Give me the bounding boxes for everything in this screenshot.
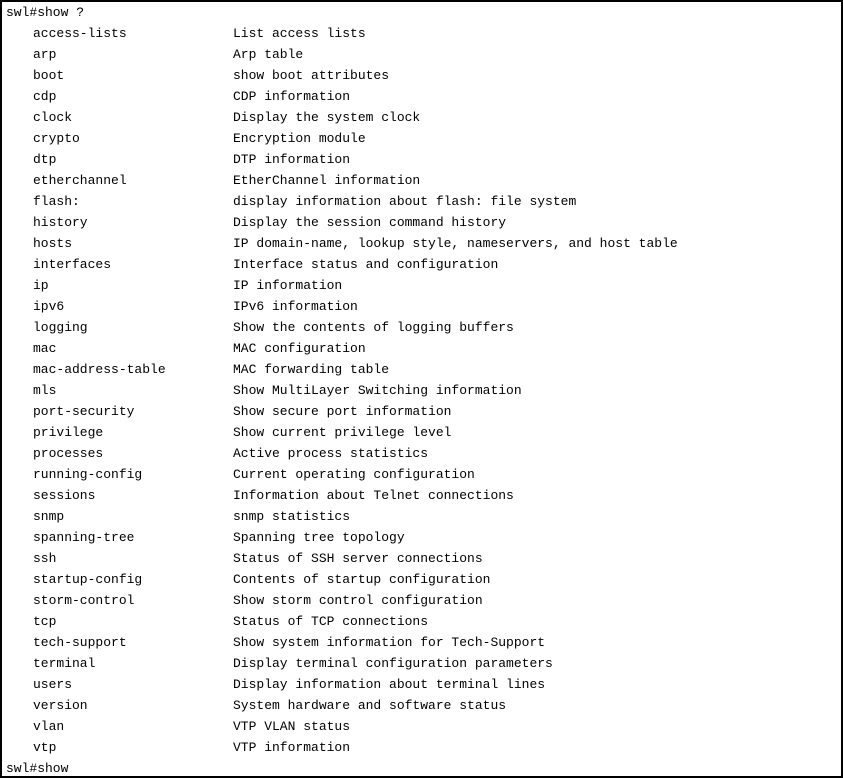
command-description: Status of SSH server connections [233,551,483,566]
command-description: System hardware and software status [233,698,507,713]
command-entry [6,632,841,653]
command-entry [6,86,841,107]
terminal-prompt[interactable]: swl#show [6,761,69,776]
command-description: Display terminal configuration parameters [233,656,553,671]
command-name: crypto [33,131,80,146]
command-entry [6,611,841,632]
command-name: boot [33,68,65,83]
command-name: terminal [33,656,96,671]
command-description: Active process statistics [233,446,429,461]
command-entry [6,338,841,359]
command-entry [6,590,841,611]
command-name: storm-control [33,593,135,608]
command-description: EtherChannel information [233,173,421,188]
command-entry [6,737,841,758]
command-entry [6,674,841,695]
command-entry [6,527,841,548]
command-name: processes [33,446,104,461]
command-name: running-config [33,467,143,482]
command-name: arp [33,47,57,62]
command-name: ip [33,278,49,293]
command-entry [6,401,841,422]
command-description: IP information [233,278,343,293]
command-description: CDP information [233,89,351,104]
command-description: Information about Telnet connections [233,488,514,503]
command-entry [6,422,841,443]
command-entry [6,716,841,737]
command-description: snmp statistics [233,509,351,524]
command-entry [6,128,841,149]
command-entry [6,212,841,233]
command-name: ipv6 [33,299,65,314]
command-description: Display the system clock [233,110,421,125]
command-name: tcp [33,614,57,629]
command-name: mac [33,341,57,356]
command-description: IPv6 information [233,299,358,314]
command-name: startup-config [33,572,143,587]
command-entry [6,653,841,674]
command-name: flash: [33,194,80,209]
command-description: Spanning tree topology [233,530,405,545]
command-entry [6,359,841,380]
command-description: Show the contents of logging buffers [233,320,514,335]
command-description: Show secure port information [233,404,452,419]
command-entry [6,275,841,296]
command-entry [6,296,841,317]
command-entry [6,44,841,65]
command-name: sessions [33,488,96,503]
command-name: history [33,215,88,230]
command-entry [6,107,841,128]
command-description: show boot attributes [233,68,390,83]
command-name: privilege [33,425,104,440]
command-name: access-lists [33,26,127,41]
command-entry [6,317,841,338]
command-entry [6,254,841,275]
terminal-output [6,2,841,776]
command-entry [6,443,841,464]
command-entry [6,149,841,170]
command-entry [6,380,841,401]
command-entry [6,548,841,569]
command-description: Display information about terminal lines [233,677,546,692]
command-description: Current operating configuration [233,467,475,482]
command-name: logging [33,320,88,335]
command-description: MAC configuration [233,341,366,356]
command-name: mac-address-table [33,362,166,377]
command-description: Show MultiLayer Switching information [233,383,522,398]
command-name: interfaces [33,257,112,272]
command-name: snmp [33,509,65,524]
command-description: Show current privilege level [233,425,452,440]
command-description: Interface status and configuration [233,257,499,272]
command-name: cdp [33,89,57,104]
command-name: users [33,677,73,692]
command-name: tech-support [33,635,127,650]
command-name: ssh [33,551,57,566]
command-description: Show system information for Tech-Support [233,635,546,650]
command-entry [6,695,841,716]
command-name: clock [33,110,73,125]
command-entry [6,485,841,506]
command-name: mls [33,383,57,398]
command-name: spanning-tree [33,530,135,545]
command-entry [6,506,841,527]
command-description: VTP VLAN status [233,719,351,734]
command-description: Contents of startup configuration [233,572,491,587]
command-name: hosts [33,236,73,251]
command-description: Display the session command history [233,215,507,230]
command-help-list [6,23,841,758]
command-description: Arp table [233,47,304,62]
command-description: IP domain-name, lookup style, nameservers, and host table [233,236,678,251]
command-description: Status of TCP connections [233,614,429,629]
command-description: DTP information [233,152,351,167]
command-description: MAC forwarding table [233,362,390,377]
command-name: etherchannel [33,173,127,188]
command-entry [6,569,841,590]
command-name: version [33,698,88,713]
command-description: VTP information [233,740,351,755]
command-description: List access lists [233,26,366,41]
command-description: Show storm control configuration [233,593,483,608]
command-entry [6,65,841,86]
command-entry [6,170,841,191]
command-name: port-security [33,404,135,419]
command-line: swl#show ? [6,5,85,20]
command-name: vlan [33,719,65,734]
command-entry [6,191,841,212]
command-entry [6,464,841,485]
command-description: display information about flash: file system [233,194,577,209]
command-name: dtp [33,152,57,167]
command-entry [6,23,841,44]
command-entry [6,233,841,254]
command-name: vtp [33,740,57,755]
command-description: Encryption module [233,131,366,146]
